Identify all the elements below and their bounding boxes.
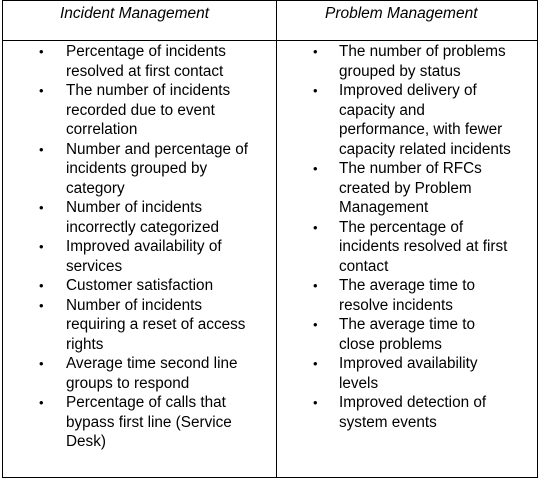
list-item-text-line: Customer satisfaction xyxy=(66,277,214,294)
list-item xyxy=(3,198,275,237)
list-item-text-line: The average time to xyxy=(339,316,476,333)
list-item xyxy=(277,315,537,354)
bullet-icon: • xyxy=(39,141,44,157)
list-item xyxy=(3,276,275,296)
list-item-text-line: rights xyxy=(66,335,104,353)
list-item-text-line: capacity and xyxy=(339,101,425,119)
list-item-text-line: services xyxy=(66,257,123,275)
problem-kpi-list xyxy=(277,42,537,432)
list-item-text-line: created by Problem xyxy=(339,179,472,197)
list-item-text-line: The number of problems xyxy=(339,43,506,60)
bullet-icon: • xyxy=(313,83,318,98)
bullet-icon: • xyxy=(39,44,44,59)
problem-management-column xyxy=(277,42,537,432)
bullet-icon: • xyxy=(313,278,318,293)
bullet-icon: • xyxy=(313,317,318,332)
list-item xyxy=(277,218,537,277)
bullet-icon: • xyxy=(39,395,44,410)
incident-management-header: Incident Management xyxy=(60,5,210,22)
bullet-icon: • xyxy=(39,278,44,293)
list-item-text-line: Improved detection of xyxy=(339,394,487,411)
list-item-text-line: Number of incidents xyxy=(66,296,203,314)
list-item-text-line: Management xyxy=(339,199,429,216)
bullet-icon: • xyxy=(39,200,44,215)
list-item xyxy=(3,42,275,81)
incident-management-column xyxy=(3,42,275,452)
list-item xyxy=(277,393,537,432)
list-item xyxy=(3,296,275,355)
list-item-text-line: resolve incidents xyxy=(339,296,453,314)
kpi-comparison-table xyxy=(2,0,538,478)
list-item xyxy=(3,393,275,452)
list-item-text-line: contact xyxy=(339,257,389,275)
list-item-text-line: incorrectly categorized xyxy=(66,218,220,236)
list-item-text-line: Average time second line xyxy=(66,355,238,372)
list-item xyxy=(277,354,537,393)
list-item-text-line: system events xyxy=(339,413,437,431)
list-item-text-line: incidents grouped by xyxy=(66,160,208,177)
bullet-icon: • xyxy=(39,239,44,254)
list-item-text-line: The number of incidents xyxy=(66,82,231,99)
bullet-icon: • xyxy=(313,219,318,235)
list-item-text-line: Percentage of incidents xyxy=(66,43,226,60)
list-item-text-line: Improved availability xyxy=(339,355,478,372)
list-item xyxy=(277,42,537,81)
list-item-text-line: Desk) xyxy=(66,433,106,450)
list-item xyxy=(277,81,537,159)
list-item xyxy=(3,237,275,276)
list-item-text-line: Number and percentage of xyxy=(66,140,248,158)
list-item xyxy=(3,81,275,140)
list-item-text-line: The number of RFCs xyxy=(339,160,482,177)
bullet-icon: • xyxy=(313,395,318,410)
list-item-text-line: grouped by status xyxy=(339,62,461,80)
bullet-icon: • xyxy=(313,44,318,59)
list-item-text-line: Improved availability of xyxy=(66,238,222,255)
bullet-icon: • xyxy=(39,83,44,98)
list-item-text-line: The average time to xyxy=(339,277,476,294)
problem-management-header: Problem Management xyxy=(325,5,478,22)
incident-kpi-list xyxy=(3,42,275,452)
bullet-icon: • xyxy=(39,297,44,313)
list-item-text-line: requiring a reset of access xyxy=(66,316,246,333)
list-item xyxy=(3,140,275,199)
list-item-text-line: capacity related incidents xyxy=(339,140,511,158)
list-item-text-line: Improved delivery of xyxy=(339,82,477,99)
list-item-text-line: resolved at first contact xyxy=(66,62,224,80)
list-item xyxy=(3,354,275,393)
bullet-icon: • xyxy=(313,356,318,371)
list-item xyxy=(277,276,537,315)
list-item-text-line: recorded due to event xyxy=(66,101,215,119)
list-item-text-line: bypass first line (Service xyxy=(66,413,232,431)
list-item-text-line: Percentage of calls that xyxy=(66,394,226,411)
list-item-text-line: groups to respond xyxy=(66,374,190,392)
list-item-text-line: Number of incidents xyxy=(66,199,203,216)
list-item-text-line: The percentage of xyxy=(339,218,464,236)
bullet-icon: • xyxy=(39,356,44,371)
list-item-text-line: incidents resolved at first xyxy=(339,238,508,255)
list-item-text-line: performance, with fewer xyxy=(339,121,503,138)
table-header-row xyxy=(3,1,537,41)
bullet-icon: • xyxy=(313,161,318,176)
list-item-text-line: correlation xyxy=(66,121,138,138)
list-item-text-line: close problems xyxy=(339,335,442,353)
list-item xyxy=(277,159,537,218)
list-item-text-line: levels xyxy=(339,374,379,392)
list-item-text-line: category xyxy=(66,179,125,197)
